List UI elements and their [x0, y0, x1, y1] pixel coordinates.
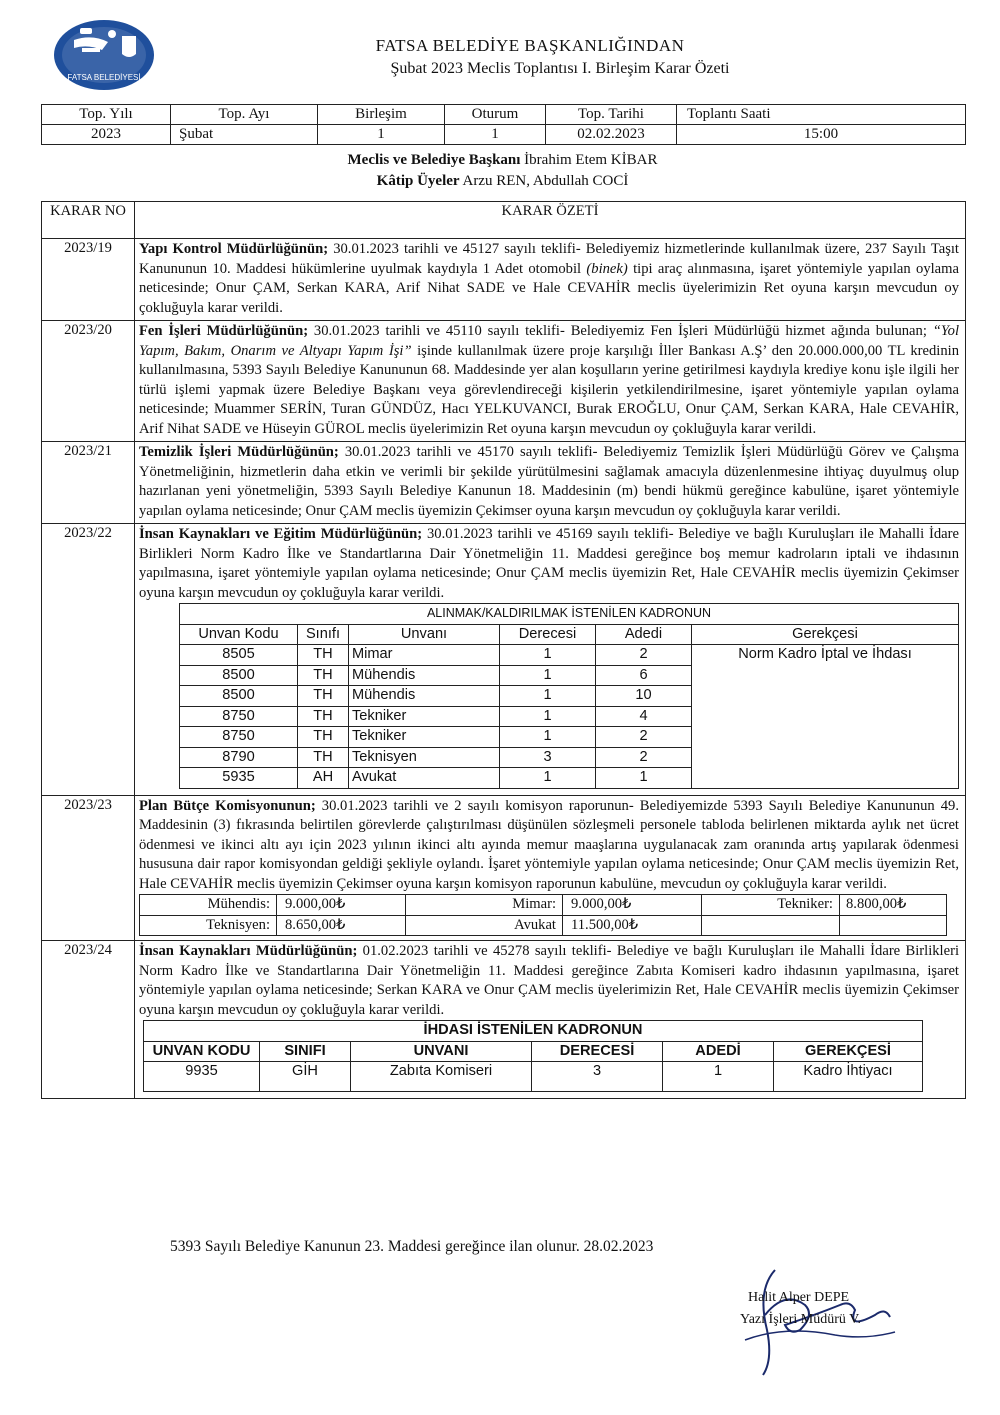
table-row [144, 1062, 923, 1092]
decision-text [135, 321, 966, 442]
decision-number: 2023/24 [42, 941, 135, 1099]
ihdas-cell: Zabıta Komiseri [351, 1062, 532, 1092]
kadro-col-header: Sınıfı [298, 624, 349, 645]
ihdas-col-header: SINIFI [260, 1041, 351, 1062]
decisions-table [41, 201, 966, 1099]
meta-header: Birleşim [318, 105, 445, 125]
document-title: FATSA BELEDİYE BAŞKANLIĞINDAN [375, 36, 685, 55]
logo-text: FATSA BELEDİYESİ [67, 73, 141, 82]
salary-label: Tekniker: [702, 895, 840, 916]
ihdas-cell: 3 [532, 1062, 663, 1092]
salary-label: Teknisyen: [140, 915, 277, 936]
kadro-cell: Mimar [349, 645, 500, 666]
salary-value: 9.000,00₺ [277, 895, 406, 916]
salary-empty-cell [702, 915, 840, 936]
decision-body: 30.01.2023 tarihli ve 45169 sayılı teklifi- Belediye ve bağlı Kuruluşları ile Mahalli İdare Birlikleri Norm Kadro İlke ve Standartlarına Dair Yönetmeliğin 11. Maddesi gereğince boş memur kadroların iptali ve ihdasının yapılmasına, işaret yöntemiyle yapılan oylama neticesinde; Onur ÇAM meclis üyemizin Ret, Hale CEVAHİR meclis üyemizin Çekimser oyuna karşın mevcudun oy çokluğuyla karar verildi. [139, 526, 959, 601]
decision-row [42, 239, 966, 321]
kadro-cell: 2 [596, 645, 692, 666]
kadro-cell: 8750 [180, 727, 298, 748]
decision-unit: Temizlik İşleri Müdürlüğünün; [139, 444, 339, 460]
decision-number: 2023/23 [42, 795, 135, 941]
decisions-header-row [42, 202, 966, 239]
decision-row [42, 442, 966, 524]
decision-row [42, 524, 966, 796]
municipality-logo [52, 18, 156, 92]
meta-header: Oturum [445, 105, 546, 125]
ihdas-table-title: İHDASI İSTENİLEN KADRONUN [144, 1021, 923, 1042]
kadro-cell: Mühendis [349, 665, 500, 686]
kadro-cell: Tekniker [349, 727, 500, 748]
salary-empty-cell [840, 915, 947, 936]
kadro-cell: 1 [500, 706, 596, 727]
meta-value: 02.02.2023 [546, 125, 677, 145]
kadro-cell: 3 [500, 747, 596, 768]
decision-body: işinde kullanılmak üzere proje karşılığı İller Bankası A.Ş’ den 20.000.000,00 TL kredinin kullanılmasına, 5393 Sayılı Belediye Kanununun 68. Maddesinde yer alan koşulların yerine getirilmesi kaydıyla krediye konu işle ilgili her türlü işlemi yapmak üzere Belediye Başkanı veya görevlendireceği kişilerin yetkilendirilmesine, işaret yöntemiyle yapılan oylama neticesinde; Muammer SERİN, Turan GÜNDÜZ, Hacı YELKUVANCI, Burak EROĞLU, Onur ÇAM, Serkan KARA, Hale CEVAHİR, Arif Nihat SADE ve Hüseyin GÜROL meclis üyelerimizin Ret oyuna karşın mevcudun oy çokluğuyla karar verildi. [139, 342, 960, 437]
decision-unit: İnsan Kaynakları ve Eğitim Müdürlüğünün; [139, 526, 423, 542]
kadro-reason: Norm Kadro İptal ve İhdası [692, 645, 959, 789]
decision-unit: Plan Bütçe Komisyonunun; [139, 797, 316, 814]
clerks-label: Kâtip Üyeler [376, 173, 460, 189]
decision-body: 30.01.2023 tarihli ve 45170 sayılı teklifi- Belediyemiz Temizlik İşleri Müdürlüğü Görev ve Çalışma Yönetmeliğinin, hizmetlerin daha etkin ve verimli bir şekilde yürütülmesini sağlamak amacıyla düzenlenmesine ihtiyaç duyulmuş olup hazırlanan yeni yönetmeliğin, 5393 Sayılı Belediye Kanunun 18. Maddesinin (m) bendi hükmü gereğince kabulüne, işaret yöntemiyle yapılan oylama neticesinde; Onur ÇAM meclis üyemizin Çekimser oyuna karşın mevcudun oy çokluğuyla karar verildi. [139, 444, 959, 519]
meta-header: Top. Ayı [171, 105, 318, 125]
kadro-cell: Tekniker [349, 706, 500, 727]
decision-unit: Yapı Kontrol Müdürlüğünün; [139, 241, 329, 257]
decision-body: 01.02.2023 tarihli ve 45278 sayılı teklifi- Belediye ve bağlı Kuruluşları ile Mahalli İdare Birlikleri Norm Kadro İlke ve Standartlarına Dair Yönetmeliğin 11. Maddesi gereğince Zabıta Komiseri kadro ihdasının yapılmasına, işaret yöntemiyle yapılan oylama neticesinde; Serkan KARA ve Onur ÇAM meclis üyelerimizin Ret, Hale CEVAHİR meclis üyemizin Çekimser oyuna karşın mevcudun oy çokluğuyla karar verildi. [139, 943, 959, 1018]
ihdas-cell: Kadro İhtiyacı [774, 1062, 923, 1092]
kadro-cell: TH [298, 645, 349, 666]
chair-label: Meclis ve Belediye Başkanı [347, 152, 521, 168]
decision-unit: İnsan Kaynakları Müdürlüğünün; [139, 943, 358, 959]
decision-text [135, 239, 966, 321]
ihdas-col-header: DERECESİ [532, 1041, 663, 1062]
kadro-cell: AH [298, 768, 349, 789]
salary-label: Avukat [406, 915, 563, 936]
decision-number: 2023/22 [42, 524, 135, 796]
ihdas-col-header: UNVAN KODU [144, 1041, 260, 1062]
meeting-info-table [41, 104, 966, 145]
clerks-names: Arzu REN, Abdullah COCİ [462, 173, 629, 189]
decision-body: 30.01.2023 tarihli ve 45110 sayılı teklifi- Belediyemiz Fen İşleri Müdürlüğü hizmet ağında bulunan; [308, 323, 933, 339]
decision-body: 30.01.2023 tarihli ve 2 sayılı komisyon raporunun- Belediyemizde 5393 Sayılı Belediye Kanununun 49. Maddesinin (3) fıkrasında belirtilen görevlerde çalıştırılması düşünülen sözleşmeli personele tabloda belirlenen miktarda aylık net ücret ödenmesi ve ikinci altı ayı için 2023 yılının ikinci altı ayında memur maaşlarına uygulanacak zam oranında artış yapılarak ödenmesi hususuna dair rapor komisyondan geldiği şekliyle oylandı. İşaret yöntemiyle yapılan oylama neticesinde; Onur ÇAM meclis üyemizin Ret, Hale CEVAHİR meclis üyemizin Çekimser oyuna karşın komisyon raporunun kabulüne, mevcudun oy çokluğuyla karar verildi. [139, 797, 960, 892]
kadro-col-header: Derecesi [500, 624, 596, 645]
ihdas-col-header: UNVANI [351, 1041, 532, 1062]
decision-italic: (binek) [586, 260, 628, 277]
kadro-table [179, 603, 959, 789]
salary-label: Mimar: [406, 895, 563, 916]
decision-text [135, 442, 966, 524]
kadro-cell: 1 [500, 665, 596, 686]
meta-value: 1 [318, 125, 445, 145]
kadro-cell: 8750 [180, 706, 298, 727]
decision-body: tipi araç alınmasına, işaret yöntemiyle yapılan oylama neticesinde; Onur ÇAM, Serkan KARA, Arif Nihat SADE ve Hale CEVAHİR meclis üyelerimizin Ret oyuna karşın mevcudun oy çokluğuyla karar verildi. [139, 260, 959, 316]
ihdas-cell: GİH [260, 1062, 351, 1092]
kadro-cell: 4 [596, 706, 692, 727]
decision-row [42, 321, 966, 442]
kadro-cell: 1 [596, 768, 692, 789]
decision-row [42, 795, 966, 941]
kadro-cell: Mühendis [349, 686, 500, 707]
karar-no-header: KARAR NO [42, 202, 135, 239]
kadro-cell: 8500 [180, 686, 298, 707]
kadro-cell: 1 [500, 727, 596, 748]
kadro-table-title: ALINMAK/KALDIRILMAK İSTENİLEN KADRONUN [180, 604, 959, 625]
kadro-cell: 1 [500, 645, 596, 666]
salary-value: 11.500,00₺ [563, 915, 702, 936]
kadro-cell: 8505 [180, 645, 298, 666]
meta-value: 15:00 [677, 125, 966, 145]
kadro-cell: 2 [596, 727, 692, 748]
chair-name: İbrahim Etem KİBAR [524, 152, 658, 168]
decision-italic: “Yol Yapım, Bakım, Onarım ve Altyapı Yapım İşi” [139, 323, 959, 359]
meta-value: 2023 [42, 125, 171, 145]
kadro-cell: 6 [596, 665, 692, 686]
decision-number: 2023/20 [42, 321, 135, 442]
announcement-note: 5393 Sayılı Belediye Kanunun 23. Maddesi gereğince ilan olunur. 28.02.2023 [170, 1238, 654, 1255]
kadro-cell: 10 [596, 686, 692, 707]
signer-name: Halit Alper DEPE [748, 1290, 850, 1305]
decision-body: 30.01.2023 tarihli ve 45127 sayılı teklifi- Belediyemiz hizmetlerinde kullanılmak üzere, 237 Sayılı Taşıt Kanununun 10. Maddesi hükümlerine uyulmak kaydıyla 1 Adet otomobil [139, 241, 959, 277]
decision-number: 2023/19 [42, 239, 135, 321]
salary-value: 8.800,00₺ [840, 895, 947, 916]
meta-value: Şubat [171, 125, 318, 145]
ihdas-col-header: ADEDİ [663, 1041, 774, 1062]
ihdas-col-header: GEREKÇESİ [774, 1041, 923, 1062]
salary-value: 9.000,00₺ [563, 895, 702, 916]
kadro-col-header: Unvanı [349, 624, 500, 645]
decision-number: 2023/21 [42, 442, 135, 524]
ihdas-table [143, 1020, 923, 1092]
kadro-cell: 5935 [180, 768, 298, 789]
meta-header: Toplantı Saati [677, 105, 966, 125]
kadro-col-header: Unvan Kodu [180, 624, 298, 645]
kadro-cell: 2 [596, 747, 692, 768]
kadro-col-header: Gerekçesi [692, 624, 959, 645]
chair-line [40, 152, 965, 169]
clerks-line [40, 173, 965, 190]
kadro-cell: TH [298, 665, 349, 686]
kadro-cell: TH [298, 706, 349, 727]
kadro-cell: 1 [500, 686, 596, 707]
kadro-cell: TH [298, 747, 349, 768]
salary-table [139, 894, 947, 936]
table-row [180, 645, 959, 666]
decision-text [135, 795, 966, 941]
table-row [140, 915, 947, 936]
kadro-cell: 1 [500, 768, 596, 789]
kadro-cell: TH [298, 727, 349, 748]
decision-text [135, 524, 966, 796]
meta-header: Top. Yılı [42, 105, 171, 125]
salary-value: 8.650,00₺ [277, 915, 406, 936]
kadro-cell: 8790 [180, 747, 298, 768]
salary-label: Mühendis: [140, 895, 277, 916]
kadro-cell: 8500 [180, 665, 298, 686]
ihdas-cell: 1 [663, 1062, 774, 1092]
meta-value: 1 [445, 125, 546, 145]
document-subtitle: Şubat 2023 Meclis Toplantısı I. Birleşim Karar Özeti [390, 60, 730, 77]
signer-title: Yazı İşleri Müdürü V. [740, 1312, 861, 1327]
kadro-col-header: Adedi [596, 624, 692, 645]
ihdas-cell: 9935 [144, 1062, 260, 1092]
table-row [140, 895, 947, 916]
kadro-cell: Avukat [349, 768, 500, 789]
kadro-cell: TH [298, 686, 349, 707]
decision-row [42, 941, 966, 1099]
meta-header: Top. Tarihi [546, 105, 677, 125]
decision-text [135, 941, 966, 1099]
kadro-cell: Teknisyen [349, 747, 500, 768]
karar-ozeti-header: KARAR ÖZETİ [135, 202, 966, 239]
decision-unit: Fen İşleri Müdürlüğünün; [139, 323, 309, 339]
